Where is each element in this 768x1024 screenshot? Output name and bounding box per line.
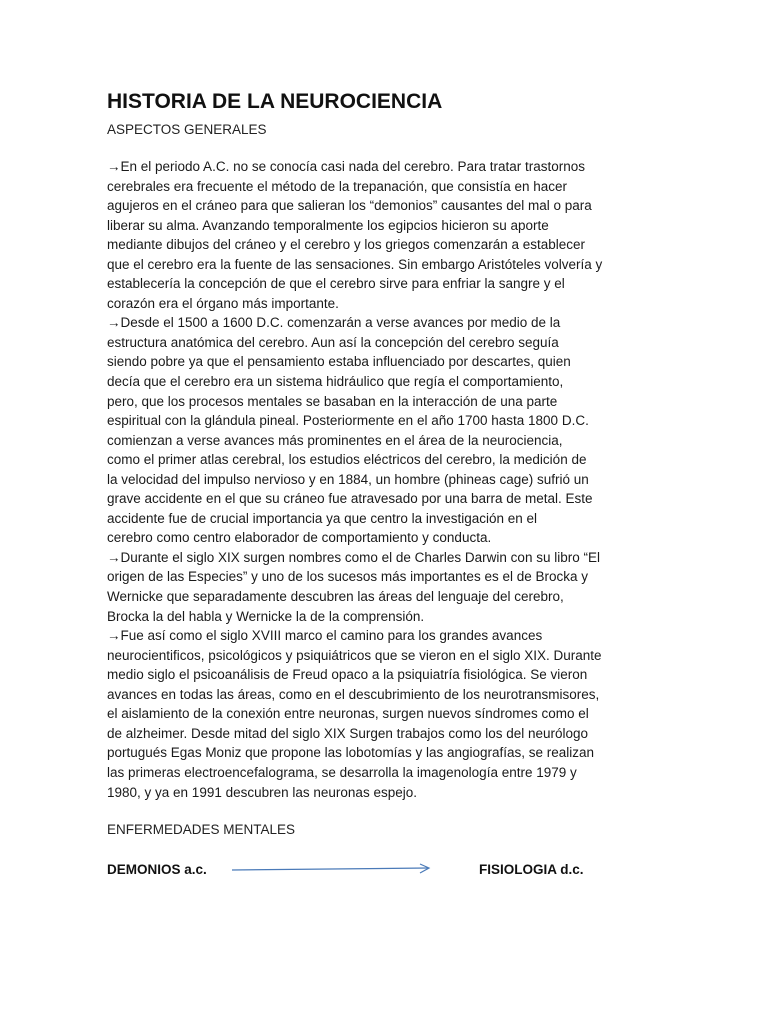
body-line: cerebro como centro elaborador de comportamiento y conducta.: [107, 530, 492, 546]
body-line: →Fue así como el siglo XVIII marco el camino para los grandes avances: [107, 628, 543, 644]
body-line: neurocientificos, psicológicos y psiquiátricos que se vieron en el siglo XIX. Durante: [107, 647, 602, 663]
body-line: estructura anatómica del cerebro. Aun así la concepción del cerebro seguía: [107, 334, 559, 350]
body-line: accidente fue de crucial importancia ya que centro la investigación en el: [107, 510, 538, 526]
body-line: →Durante el siglo XIX surgen nombres como el de Charles Darwin con su libro “El: [107, 549, 600, 565]
page-title: HISTORIA DE LA NEUROCIENCIA: [107, 90, 443, 113]
body-line: espiritual con la glándula pineal. Posteriormente en el año 1700 hasta 1800 D.C.: [107, 413, 589, 429]
body-line: la velocidad del impulso nervioso y en 1884, un hombre (phineas cage) sufrió un: [107, 471, 589, 487]
body-line: →Desde el 1500 a 1600 D.C. comenzarán a verse avances por medio de la: [107, 315, 561, 331]
body-line: el aislamiento de la conexión entre neuronas, surgen nuevos síndromes como el: [107, 706, 589, 722]
body-line: Wernicke que separadamente descubren las áreas del lenguaje del cerebro,: [107, 589, 564, 605]
body-line: portugués Egas Moniz que propone las lobotomías y las angiografías, se realizan: [107, 745, 595, 761]
body-line: las primeras electroencefalograma, se desarrolla la imagenología entre 1979 y: [107, 764, 577, 780]
body-line: siendo pobre ya que el pensamiento estaba influenciado por descartes, quien: [107, 354, 571, 370]
body-line: corazón era el órgano más importante.: [107, 295, 339, 311]
body-line: pero, que los procesos mentales se basaban en la interacción de una parte: [107, 393, 558, 409]
body-line: mediante dibujos del cráneo y el cerebro y los griegos comenzarán a establecer: [107, 237, 586, 253]
body-line: grave accidente en el que su cráneo fue atravesado por una barra de metal. Este: [107, 491, 593, 507]
body-line: liberar su alma. Avanzando temporalmente los egipcios hicieron su aporte: [107, 217, 549, 233]
body-line: Brocka la del habla y Wernicke la de la comprensión.: [107, 608, 425, 624]
body-line: comienzan a verse avances más prominentes en el área de la neurociencia,: [107, 432, 563, 448]
body-line: origen de las Especies” y uno de los sucesos más importantes es el de Brocka y: [107, 569, 588, 585]
body-line: decía que el cerebro era un sistema hidráulico que regía el comportamiento,: [107, 374, 564, 390]
body-line: →En el periodo A.C. no se conocía casi nada del cerebro. Para tratar trastornos: [107, 159, 586, 174]
body-line: de alzheimer. Desde mitad del siglo XIX Surgen trabajos como los del neurólogo: [107, 725, 589, 741]
body-line: avances en todas las áreas, como en el descubrimiento de los neurotransmisores,: [107, 686, 600, 702]
section-heading-mental-illness: ENFERMEDADES MENTALES: [107, 822, 296, 837]
section-heading-general: ASPECTOS GENERALES: [107, 122, 267, 137]
flow-label-physiology: FISIOLOGIA d.c.: [479, 862, 584, 877]
body-line: establecería la concepción de que el cerebro sirve para enfriar la sangre y el: [107, 276, 565, 292]
right-arrow-icon: [230, 862, 436, 878]
body-line: agujeros en el cráneo para que salieran los “demonios” causantes del mal o para: [107, 198, 592, 214]
flow-label-demons: DEMONIOS a.c.: [107, 862, 207, 877]
body-line: que el cerebro era la fuente de las sensaciones. Sin embargo Aristóteles volvería y: [107, 256, 603, 272]
body-line: medio siglo el psicoanálisis de Freud opaco a la psiquiatría fisiológica. Se vieron: [107, 667, 588, 683]
body-paragraphs: [107, 157, 667, 802]
body-line: como el primer atlas cerebral, los estudios eléctricos del cerebro, la medición de: [107, 452, 587, 468]
body-line: cerebrales era frecuente el método de la trepanación, que consistía en hacer: [107, 178, 568, 194]
body-line: 1980, y ya en 1991 descubren las neuronas espejo.: [107, 784, 417, 800]
